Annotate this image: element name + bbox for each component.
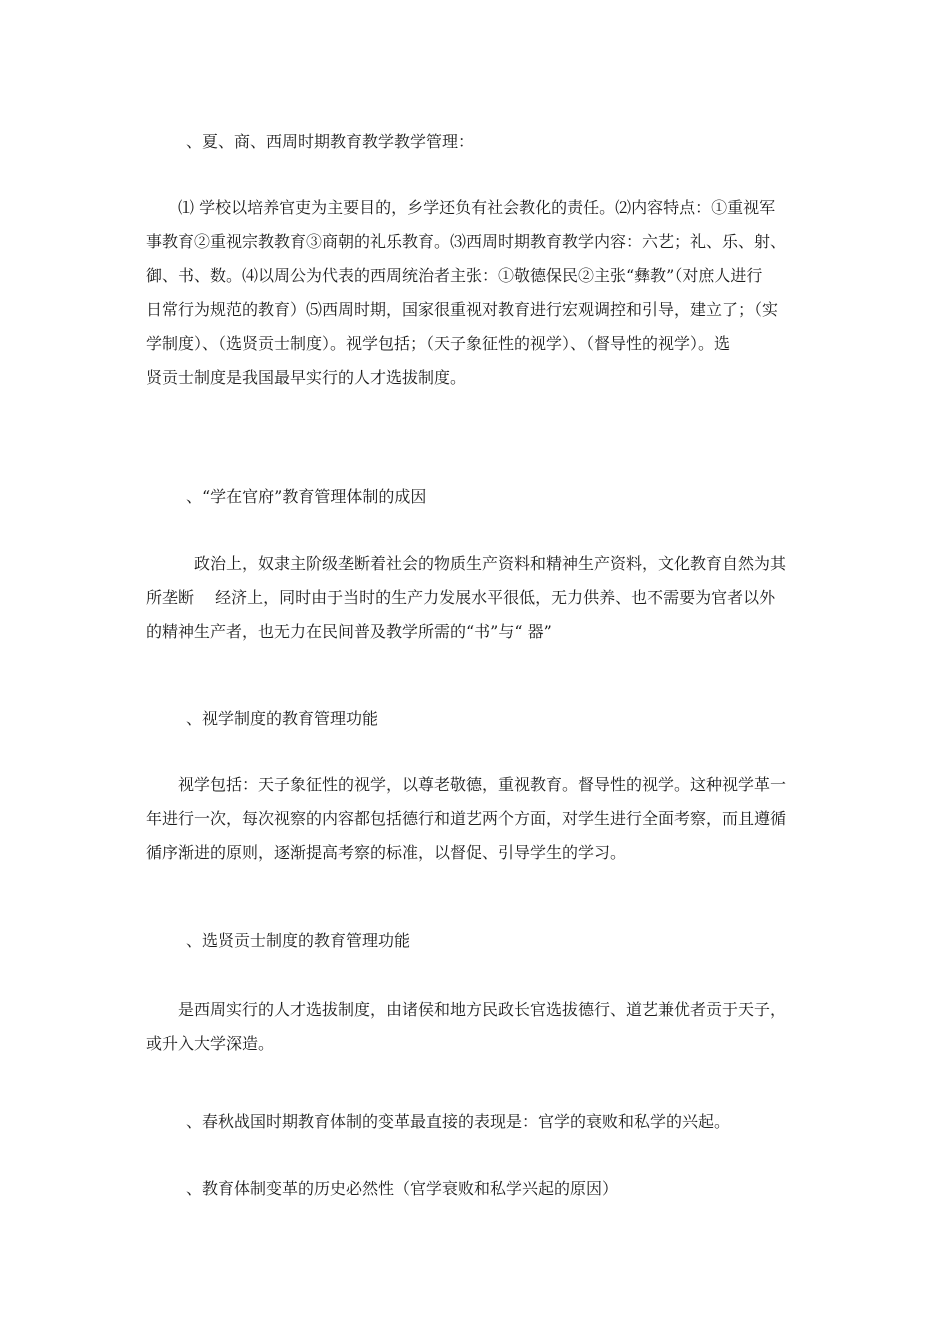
section-heading: 、春秋战国时期教育体制的变革最直接的表现是：官学的衰败和私学的兴起。	[186, 1112, 731, 1131]
paragraph	[146, 768, 811, 870]
text-line: 所垄断 经济上，同时由于当时的生产力发展水平很低，无力供养、也不需要为官者以外	[146, 588, 776, 607]
text-line: 循序渐进的原则，逐渐提高考察的标准，以督促、引导学生的学习。	[146, 843, 627, 862]
text-line: 的精神生产者，也无力在民间普及教学所需的“书”与“ 器”	[146, 622, 552, 641]
text-line: 是西周实行的人才选拔制度，由诸侯和地方民政长官选拔德行、道艺兼优者贡于天子，	[178, 1000, 787, 1019]
paragraph	[146, 191, 811, 395]
text-line: 日常行为规范的教育）⑸西周时期，国家很重视对教育进行宏观调控和引导，建立了；（实	[146, 300, 779, 319]
section-heading: 、视学制度的教育管理功能	[186, 709, 379, 728]
text-line: 御、书、数。⑷以周公为代表的西周统治者主张：①敬德保民②主张“彝教”（对庶人进行	[146, 266, 763, 285]
text-line: 政治上，奴隶主阶级垄断着社会的物质生产资料和精神生产资料，文化教育自然为其	[194, 554, 787, 573]
section-heading: 、夏、商、西周时期教育教学教学管理：	[186, 132, 475, 151]
paragraph	[146, 547, 811, 649]
text-line: 贤贡士制度是我国最早实行的人才选拔制度。	[146, 368, 467, 387]
paragraph	[146, 993, 811, 1061]
section-heading: 、选贤贡士制度的教育管理功能	[186, 931, 411, 950]
section-heading: 、教育体制变革的历史必然性（官学衰败和私学兴起的原因）	[186, 1179, 619, 1198]
text-line: 年进行一次，每次视察的内容都包括德行和道艺两个方面，对学生进行全面考察，而且遵循	[146, 809, 787, 828]
text-line: 学制度）、（选贤贡士制度）。视学包括；（天子象征性的视学）、（督导性的视学）。选	[146, 334, 731, 353]
section-heading: 、“学在官府”教育管理体制的成因	[186, 487, 427, 506]
text-line: 事教育②重视宗教教育③商朝的礼乐教育。⑶西周时期教育教学内容：六艺；礼、乐、射、	[146, 232, 787, 251]
text-line: 或升入大学深造。	[146, 1034, 275, 1053]
text-line: ⑴ 学校以培养官吏为主要目的，乡学还负有社会教化的责任。⑵内容特点：①重视军	[178, 198, 776, 217]
text-line: 视学包括：天子象征性的视学，以尊老敬德，重视教育。督导性的视学。这种视学革一	[178, 775, 787, 794]
